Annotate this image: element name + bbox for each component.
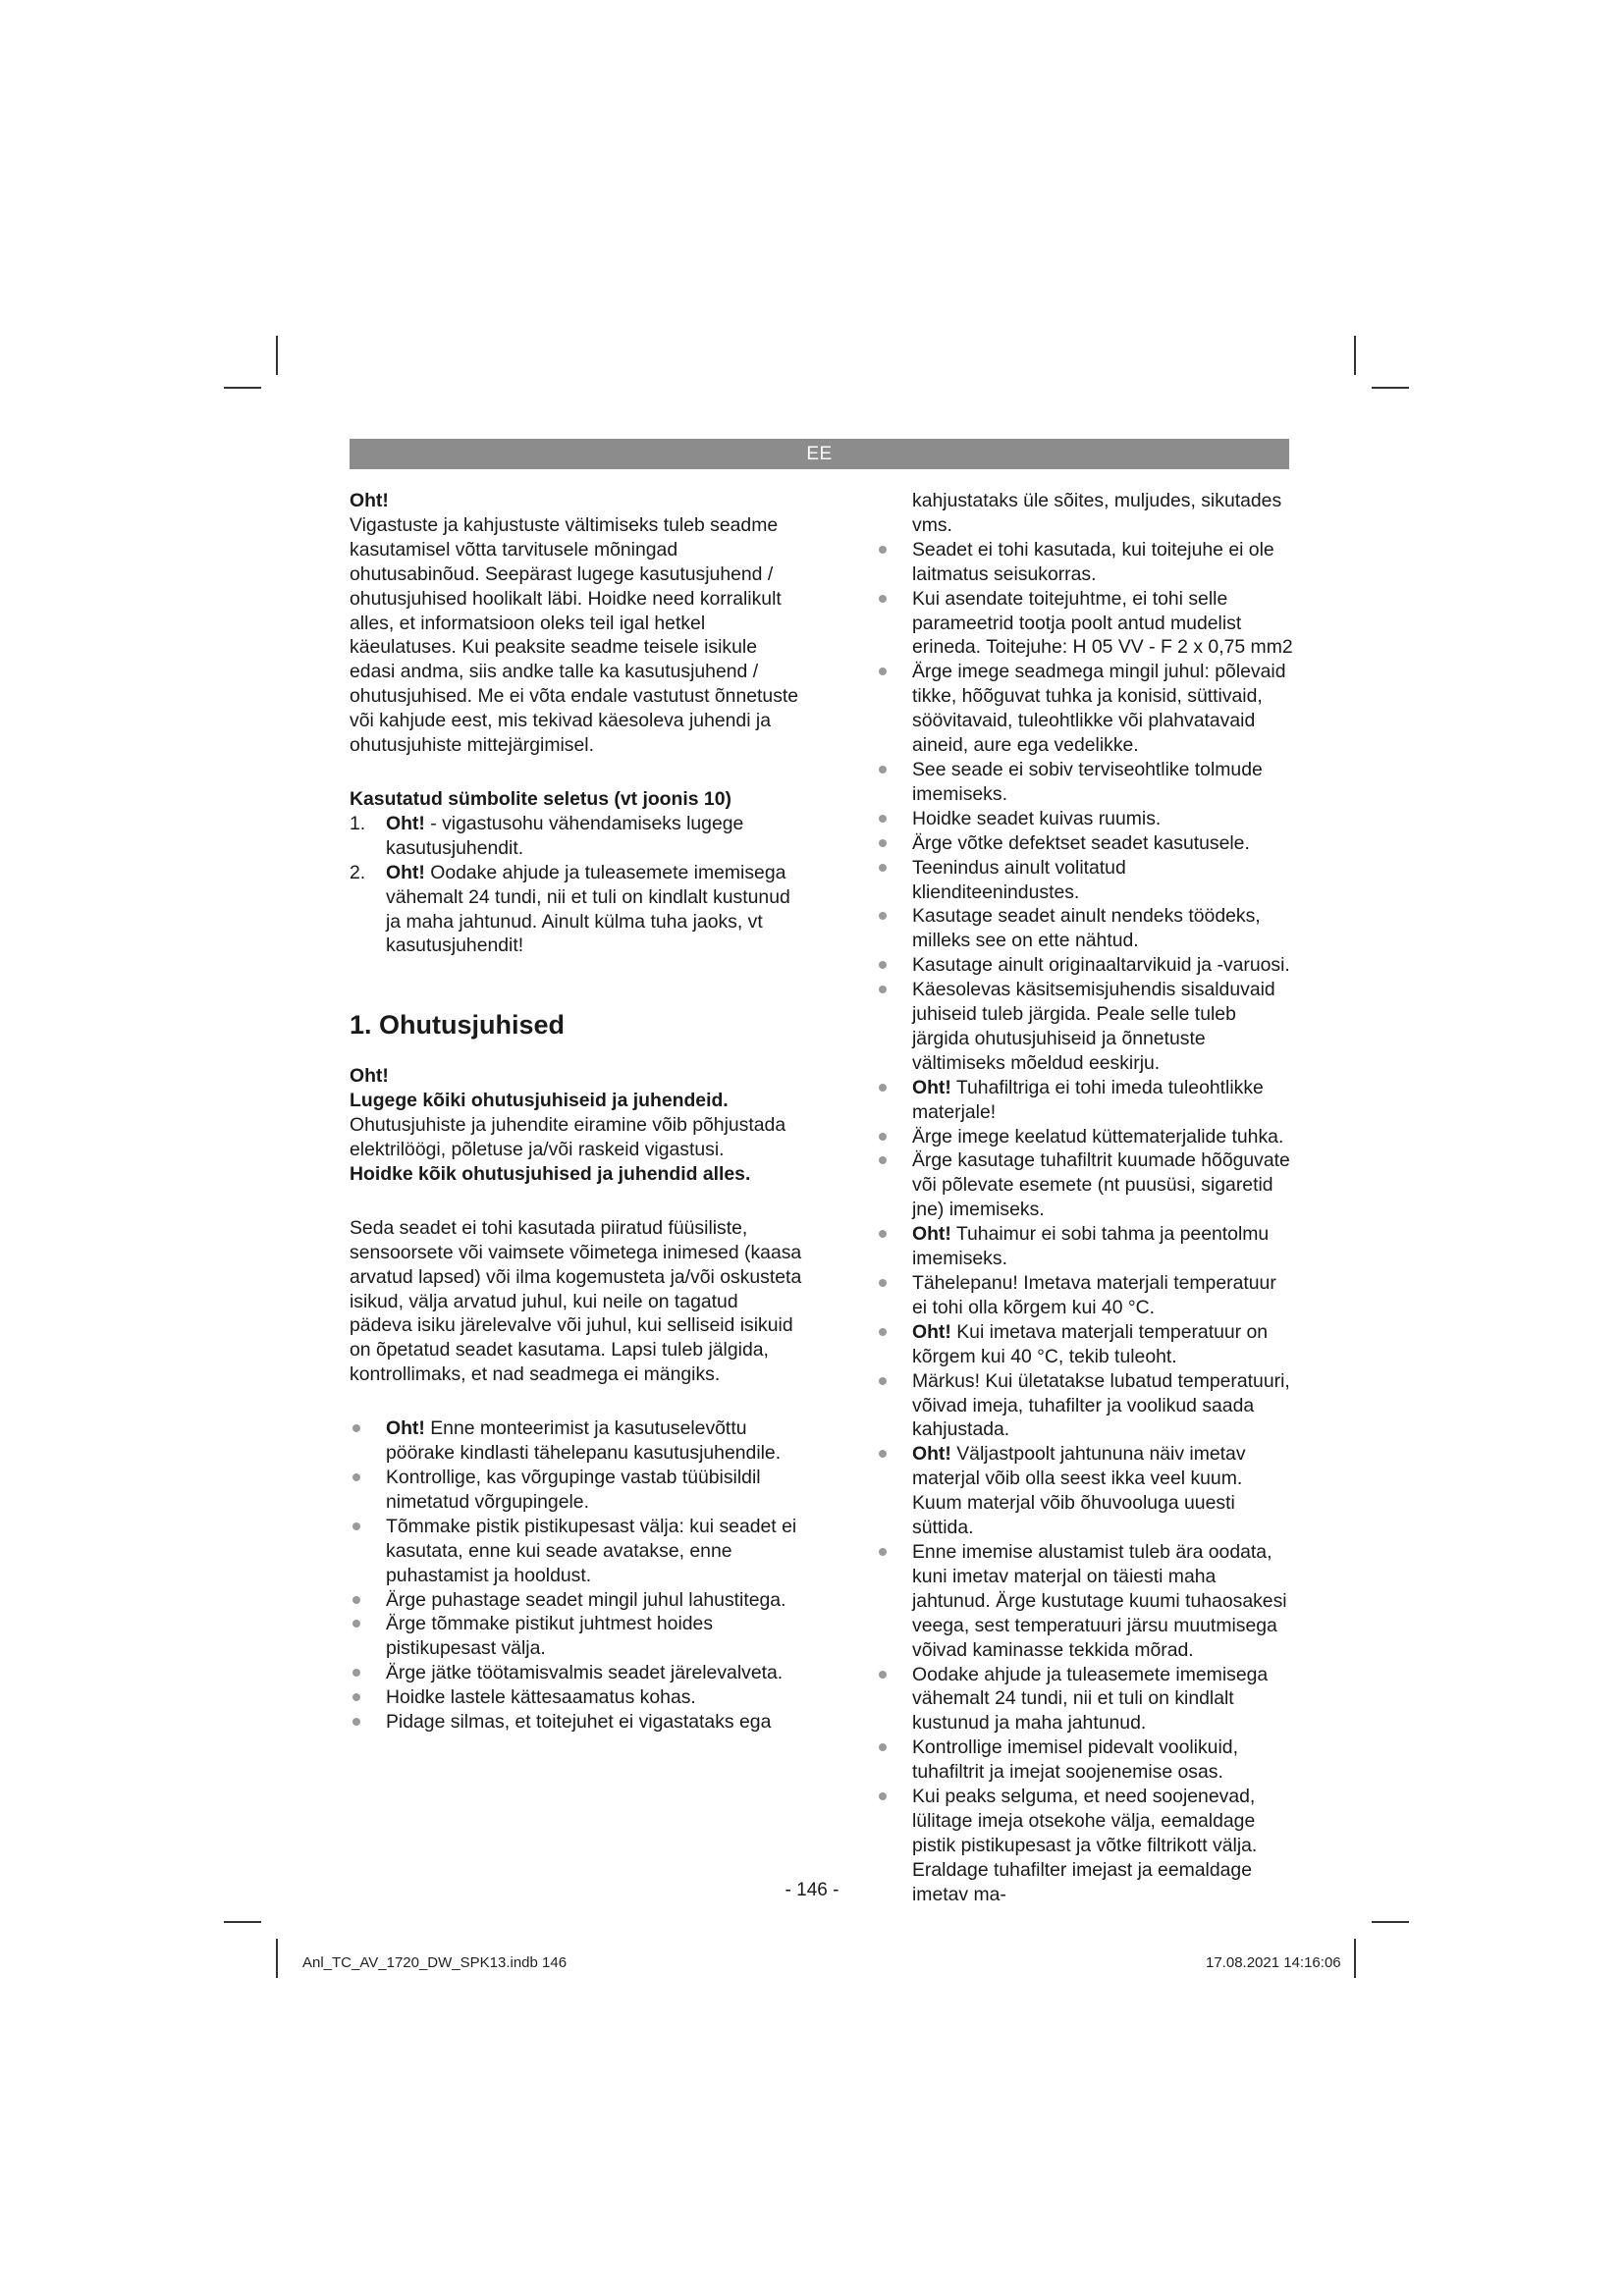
list-item: 1. Oht! - vigastusohu vähendamiseks lugege kasutusjuhendit. — [350, 812, 744, 859]
bullet-icon — [879, 1450, 887, 1458]
bullet-icon — [879, 1328, 887, 1336]
bullet-icon — [352, 1424, 360, 1432]
list-item: Pidage silmas, et toitejuhet ei vigastataks ega — [350, 1710, 803, 1735]
list-item: Enne imemise alustamist tuleb ära oodata, kuni imetav materjal on täiesti maha jahtunud. Ärge kustutage kuumi tuhaosakesi veega, sest temperatuuri järsu muutmisega võivad kaminasse tekkida mõrad. — [876, 1540, 1296, 1663]
safety-list-right — [876, 489, 1296, 1907]
bullet-icon — [352, 1620, 360, 1628]
list-item: Oht! Tuhaimur ei sobi tahma ja peentolmu imemiseks. — [876, 1222, 1296, 1271]
language-header: EE — [350, 439, 1289, 469]
bullet-icon — [352, 1473, 360, 1481]
bullet-icon — [352, 1693, 360, 1701]
bullet-icon — [879, 1156, 887, 1164]
ignore-warning-text: Ohutusjuhiste ja juhendite eiramine võib põhjustada elektrilöögi, põletuse ja/või raskeid vigastusi. — [350, 1114, 786, 1161]
crop-mark — [224, 387, 261, 389]
bullet-icon — [879, 1792, 887, 1800]
list-item: Oht! Väljastpoolt jahtununa näiv imetav materjal võib olla seest ikka veel kuum. Kuum materjal võib õhuvooluga uuesti süttida. — [876, 1442, 1296, 1540]
list-item: 2. Oht! Oodake ahjude ja tuleasemete imemisega vähemalt 24 tundi, nii et tuli on kindlalt kustunud ja maha jahtunud. Ainult külma tuha jaoks, vt kasutusjuhendit! — [350, 861, 790, 957]
list-item: Hoidke lastele kättesaamatus kohas. — [350, 1685, 803, 1710]
list-item: Ärge võtke defektset seadet kasutusele. — [876, 831, 1296, 856]
symbols-heading: Kasutatud sümbolite seletus (vt joonis 10) — [350, 787, 731, 810]
bullet-icon — [879, 595, 887, 603]
list-item: Käesolevas käsitsemisjuhendis sisalduvaid juhiseid tuleb järgida. Peale selle tuleb järgida ohutusjuhiseid ja õnnetuste vältimiseks mõeldud eeskirju. — [876, 978, 1296, 1076]
bullet-icon — [879, 766, 887, 774]
list-item: Kui asendate toitejuhtme, ei tohi selle parameetrid tootja poolt antud mudelist erineda. Toitejuhe: H 05 VV - F 2 x 0,75 mm2 — [876, 587, 1296, 661]
list-item: See seade ei sobiv terviseohtlike tolmude imemiseks. — [876, 758, 1296, 807]
warning-text: Vigastuste ja kahjustuste vältimiseks tuleb seadme kasutamisel võtta tarvitusele mõningad ohutusabinõud. Seepärast lugege kasutusjuhend / ohutusjuhised hoolikalt läbi. Hoidke need korralikult alles, et informatsioon oleks teil igal hetkel käeulatuses. Kui peaksite seadme teisele isikule edasi andma, siis andke talle ka kasutusjuhend / ohutusjuhised. Me ei võta endale vastutust õnnetuste või kahjude eest, mis tekivad käesoleva juhendi ja ohutusjuhiste mittejärgimisel. — [350, 513, 799, 757]
bullet-icon — [879, 667, 887, 675]
list-item: Tähelepanu! Imetava materjali temperatuur ei tohi olla kõrgem kui 40 °C. — [876, 1271, 1296, 1320]
list-item: Ärge tõmmake pistikut juhtmest hoides pistikupesast välja. — [350, 1612, 803, 1661]
bullet-icon — [352, 1522, 360, 1530]
list-item: Oht! Kui imetava materjali temperatuur on kõrgem kui 40 °C, tekib tuleoht. — [876, 1320, 1296, 1369]
warning-title: Oht! — [350, 1065, 389, 1088]
list-item: Märkus! Kui ületatakse lubatud temperatuuri, võivad imeja, tuhafilter ja voolikud saada kahjustada. — [876, 1369, 1296, 1443]
list-item: Oht! Tuhafiltriga ei tohi imeda tuleohtlikke materjale! — [876, 1076, 1296, 1125]
list-item: Ärge jätke töötamisvalmis seadet järelevalveta. — [350, 1661, 803, 1685]
list-item: Oht! Enne monteerimist ja kasutuselevõttu pöörake kindlasti tähelepanu kasutusjuhendile. — [350, 1416, 803, 1466]
crop-mark — [1354, 336, 1356, 375]
list-item: Ärge kasutage tuhafiltrit kuumade hõõguvate või põlevate esemete (nt puusüsi, sigaretid jne) imemiseks. — [876, 1148, 1296, 1222]
bullet-icon — [879, 815, 887, 823]
bullet-icon — [879, 986, 887, 993]
list-item: Kasutage seadet ainult nendeks töödeks, milleks see on ette nähtud. — [876, 904, 1296, 953]
list-item: Ärge imege seadmega mingil juhul: põlevaid tikke, hõõguvat tuhka ja konisid, süttivaid, söövitavaid, tuleohtlikke või plahvatavaid aineid, aure ega vedelikke. — [876, 660, 1296, 758]
read-all-instructions: Lugege kõiki ohutusjuhiseid ja juhendeid. — [350, 1090, 729, 1112]
list-item-continuation: kahjustataks üle sõites, muljudes, sikutades vms. — [912, 490, 1282, 536]
bullet-icon — [352, 1718, 360, 1726]
page-number: - 146 - — [785, 1880, 839, 1900]
bullet-icon — [879, 1279, 887, 1287]
footer-timestamp: 17.08.2021 14:16:06 — [1206, 1954, 1341, 1971]
list-item: Ärge puhastage seadet mingil juhul lahustitega. — [350, 1588, 803, 1613]
symbols-list — [350, 812, 803, 958]
bullet-icon — [879, 961, 887, 969]
safety-list-left — [350, 1416, 803, 1735]
bullet-icon — [879, 1548, 887, 1556]
bullet-icon — [879, 1743, 887, 1751]
list-item: Tõmmake pistik pistikupesast välja: kui seadet ei kasutata, enne kui seade avatakse, enne puhastamist ja hooldust. — [350, 1515, 803, 1588]
crop-mark — [276, 1939, 278, 1978]
keep-instructions: Hoidke kõik ohutusjuhised ja juhendid alles. — [350, 1162, 751, 1185]
crop-mark — [1372, 1921, 1409, 1923]
bullet-icon — [879, 546, 887, 554]
list-item: Hoidke seadet kuivas ruumis. — [876, 807, 1296, 831]
bullet-icon — [879, 912, 887, 920]
bullet-icon — [879, 839, 887, 847]
bullet-icon — [879, 864, 887, 872]
list-item: Kasutage ainult originaaltarvikuid ja -varuosi. — [876, 953, 1296, 978]
right-column — [876, 489, 1296, 1907]
crop-mark — [224, 1921, 261, 1923]
list-item: Ärge imege keelatud küttematerjalide tuhka. — [876, 1125, 1296, 1149]
section-title: 1. Ohutusjuhised — [350, 1010, 566, 1041]
bullet-icon — [352, 1596, 360, 1604]
persons-text: Seda seadet ei tohi kasutada piiratud füüsiliste, sensoorsete või vaimsete võimetega inimesed (kaasa arvatud lapsed) või ilma kogemusteta ja/või oskusteta isikud, välja arvatud juhul, kui neile on tagatud pädeva isiku järelevalve või juhul, kui selliseid isikuid on õpetatud seadet kasutama. Lapsi tuleb jälgida, kontrollimaks, et nad seadmega ei mängiks. — [350, 1216, 802, 1386]
left-column — [350, 489, 803, 1735]
bullet-icon — [879, 1671, 887, 1679]
bullet-icon — [879, 1230, 887, 1238]
bullet-icon — [879, 1133, 887, 1141]
warning-title: Oht! — [350, 490, 389, 511]
crop-mark — [1354, 1939, 1356, 1978]
list-item: Oodake ahjude ja tuleasemete imemisega vähemalt 24 tundi, nii et tuli on kindlalt kustunud ja maha jahtunud. — [876, 1663, 1296, 1736]
list-item: Kui peaks selguma, et need soojenevad, lülitage imeja otsekohe välja, eemaldage pistik pistikupesast ja võtke filtrikott välja. Eraldage tuhafilter imejast ja eemaldage imetav ma- — [876, 1785, 1296, 1907]
footer-filename: Anl_TC_AV_1720_DW_SPK13.indb 146 — [302, 1954, 568, 1971]
list-item: Teenindus ainult volitatud klienditeenindustes. — [876, 856, 1296, 905]
bullet-icon — [879, 1084, 887, 1092]
bullet-icon — [352, 1669, 360, 1677]
list-item: Seadet ei tohi kasutada, kui toitejuhe ei ole laitmatus seisukorras. — [876, 538, 1296, 587]
list-item: Kontrollige, kas võrgupinge vastab tüübisildil nimetatud võrgupingele. — [350, 1466, 803, 1515]
crop-mark — [276, 336, 278, 375]
crop-mark — [1372, 387, 1409, 389]
list-item: Kontrollige imemisel pidevalt voolikuid, tuhafiltrit ja imejat soojenemise osas. — [876, 1735, 1296, 1785]
bullet-icon — [879, 1377, 887, 1385]
